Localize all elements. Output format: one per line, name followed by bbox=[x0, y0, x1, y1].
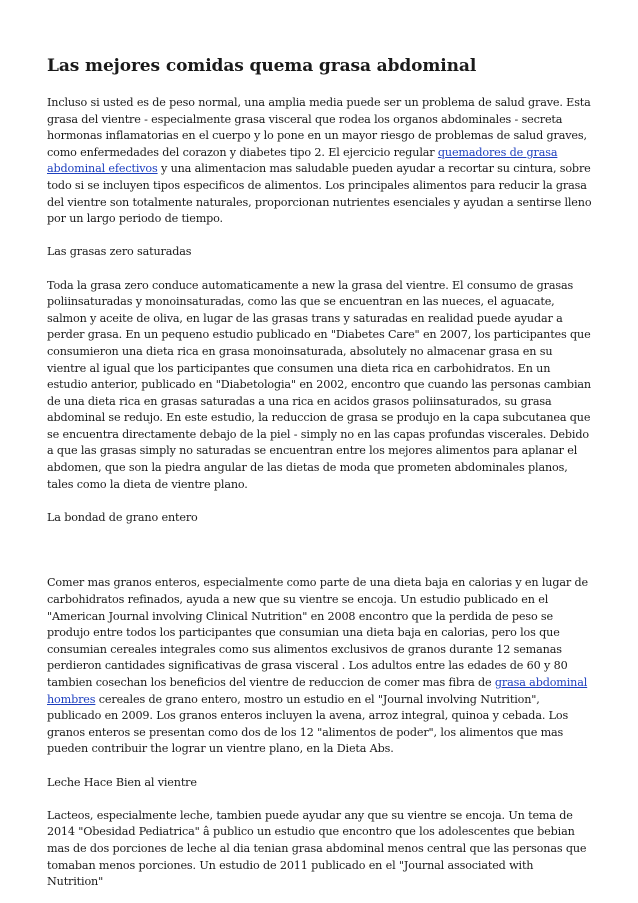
spacer bbox=[47, 791, 592, 808]
spacer bbox=[47, 261, 592, 278]
section-heading-leche: Leche Hace Bien al vientre bbox=[47, 775, 197, 789]
spacer bbox=[47, 493, 592, 510]
spacer bbox=[47, 78, 592, 95]
grano-text-end: cereales de grano entero, mostro un estudio en el "Journal involving Nutrition", publicado en 2009. Los granos enteros incluyen la avena, arroz integral, quinoa y cebada. Los granos enteros se presentan como dos de los 12 "alimentos de poder", los alimentos que mas pueden contribuir the lograr un vientre plano, en la Dieta Abs. bbox=[47, 692, 569, 756]
grasas-paragraph: Toda la grasa zero conduce automaticamente a new la grasa del vientre. El consumo de grasas poliinsaturadas y monoinsaturadas, como las que se encuentran en las nueces, el aguacate, salmon y aceite de oliva, en lugar de las grasas trans y saturadas en realidad puede ayudar a perder grasa. En un pequeno estudio publicado en "Diabetes Care" en 2007, los participantes que consumieron una dieta rica en grasa monoinsaturada, absolutely no almacenar grasa en su vientre al igual que los participantes que consumen una dieta rica en carbohidratos. En un estudio anterior, publicado en "Diabetologia" en 2002, encontro que cuando las personas cambian de una dieta rica en grasas saturadas a una rica en acidos grasos poliinsaturados, su grasa abdominal se redujo. En este estudio, la reduccion de grasa se produjo en la capa subcutanea que se encuentra directamente debajo de la piel - simply no en las capas profundas viscerales. Debido a que las grasas simply no saturadas se encuentran entre los mejores alimentos para aplanar el abdomen, que son la piedra angular de las dietas de moda que prometen abdominales planos, tales como la dieta de vientre plano. bbox=[47, 278, 591, 491]
grasa-abdominal-hombres-link[interactable]: grasa abdominal hombres bbox=[47, 676, 588, 706]
leche-paragraph: Lacteos, especialmente leche, tambien puede ayudar any que su vientre se encoja. Un tema de 2014 "Obesidad Pediatrica" â publico un estudio que encontro que los adolescentes que bebian mas de dos porciones de leche al dia tenian grasa abdominal menos central que las personas que tomaban menos porciones. Un estudio de 2011 publicado en el "Journal associated with Nutrition" bbox=[47, 808, 587, 889]
grano-paragraph bbox=[47, 575, 592, 758]
intro-text-start: Incluso si usted es de peso normal, una amplia media puede ser un problema de salud grave. Esta grasa del vientre - especialmente grasa visceral que rodea los organos abdominales - secreta hormonas inflamatorias en el cuerpo y lo pone en un mayor riesgo de problemas de salud graves, como enfermedades del corazon y diabetes tipo 2. El ejercicio regular bbox=[47, 96, 591, 159]
spacer bbox=[47, 758, 592, 775]
quemadores-link[interactable]: quemadores de grasa abdominal efectivos bbox=[47, 145, 558, 176]
spacer bbox=[47, 228, 592, 245]
section-heading-grasas: Las grasas zero saturadas bbox=[47, 245, 192, 259]
spacer bbox=[47, 526, 592, 575]
intro-paragraph bbox=[47, 95, 592, 228]
intro-text-end: y una alimentacion mas saludable pueden ayudar a recortar su cintura, sobre todo si se incluyen tipos especificos de alimentos. Los principales alimentos para reducir la grasa del vientre son totalmente naturales, proporcionan nutrientes esenciales y ayudan a sentirse lleno por un largo periodo de tiempo. bbox=[47, 162, 592, 226]
page-title: Las mejores comidas quema grasa abdominal bbox=[47, 56, 477, 76]
grano-text-start: Comer mas granos enteros, especialmente como parte de una dieta baja en calorias y en lugar de carbohidratos refinados, ayuda a new que su vientre se encoja. Un estudio publicado en el "American Journal involving Clinical Nutrition" en 2008 encontro que la perdida de peso se produjo entre todos los participantes que consumian una dieta baja en calorias, pero los que consumian cereales integrales como sus alimentos exclusivos de granos durante 12 semanas perdieron cantidades significativas de grasa visceral . Los adultos entre las edades de 60 y 80 tambien cosechan los beneficios del vientre de reduccion de comer mas fibra de bbox=[47, 576, 588, 689]
section-heading-grano: La bondad de grano entero bbox=[47, 510, 198, 524]
